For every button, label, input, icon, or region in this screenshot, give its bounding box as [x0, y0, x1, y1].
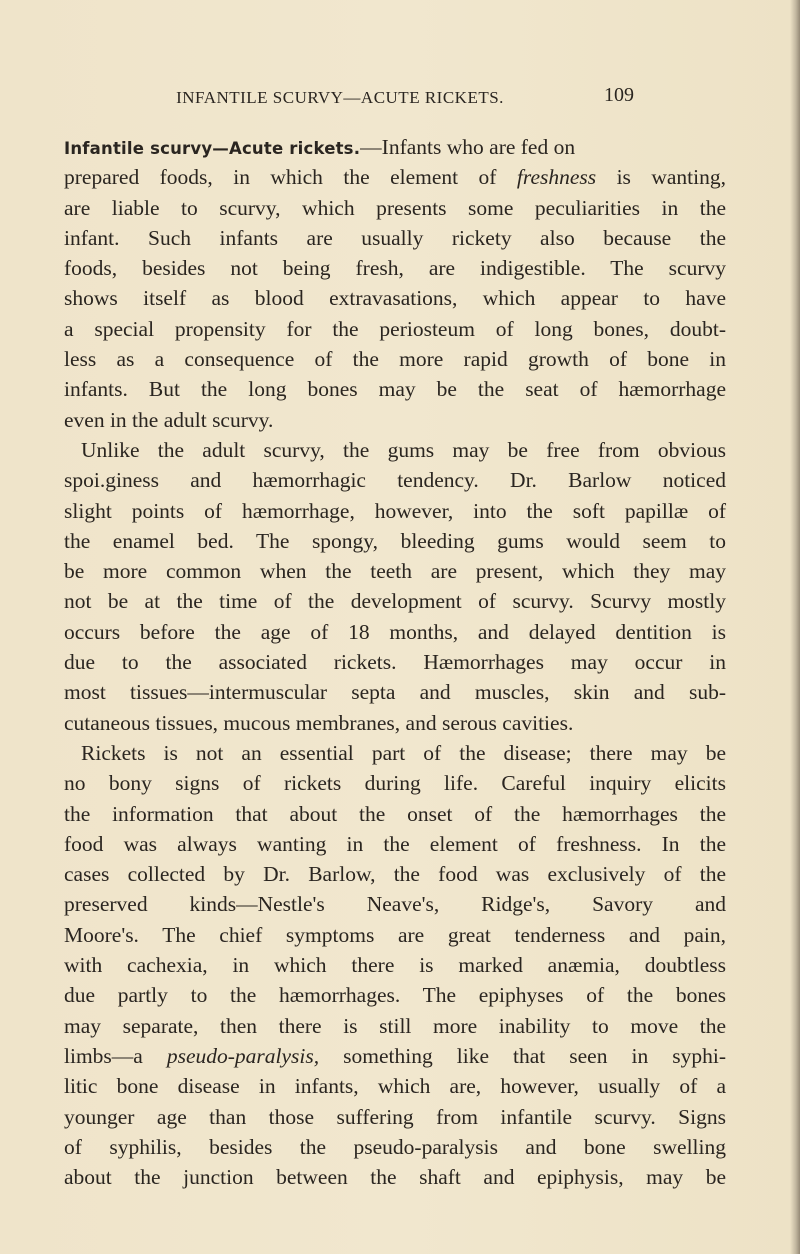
- running-head: INFANTILE SCURVY—ACUTE RICKETS.: [176, 88, 504, 107]
- text-line-14: the enamel bed. The spongy, bleeding gums would seem to: [64, 528, 726, 553]
- text-line-3: are liable to scurvy, which presents some peculiarities in the: [64, 195, 726, 220]
- section-heading: Infantile scurvy—Acute rickets.: [64, 139, 361, 158]
- text-line-11: Unlike the adult scurvy, the gums may be free from obvious: [81, 437, 726, 462]
- text-line-28: with cachexia, in which there is marked anæmia, doubtless: [64, 953, 726, 978]
- text-line-9: infants. But the long bones may be the seat of hæmorrhage: [64, 377, 726, 402]
- text-line-18: due to the associated rickets. Hæmorrhages may occur in: [64, 650, 726, 675]
- text-line-30: may separate, then there is still more inability to move the: [64, 1013, 726, 1038]
- text-line-19: most tissues—intermuscular septa and muscles, skin and sub-: [64, 680, 726, 705]
- italic-term: freshness: [516, 165, 597, 190]
- text-line-35: about the junction between the shaft and epiphysis, may be: [64, 1165, 726, 1190]
- body-text: [64, 132, 726, 1192]
- text-line-27: Moore's. The chief symptoms are great tenderness and pain,: [64, 922, 726, 947]
- text-line-24: food was always wanting in the element of freshness. In the: [64, 831, 726, 856]
- text-line-12: spoi.giness and hæmorrhagic tendency. Dr. Barlow noticed: [64, 468, 726, 493]
- page-number: 109: [604, 84, 634, 106]
- text-line-17: occurs before the age of 18 months, and delayed dentition is: [64, 619, 726, 644]
- text-line-29: due partly to the hæmorrhages. The epiphyses of the bones: [64, 983, 726, 1008]
- text-line-21: Rickets is not an essential part of the disease; there may be: [81, 740, 726, 765]
- text-line-6: shows itself as blood extravasations, which appear to have: [64, 286, 726, 311]
- text-line-22: no bony signs of rickets during life. Careful inquiry elicits: [64, 771, 726, 796]
- text-line-20: cutaneous tissues, mucous membranes, and serous cavities.: [64, 710, 574, 735]
- text-line-1: Infantile scurvy—Acute rickets.—Infants who are fed on: [64, 135, 576, 159]
- text-line-5: foods, besides not being fresh, are indigestible. The scurvy: [64, 256, 726, 281]
- text-line-15: be more common when the teeth are present, which they may: [64, 559, 726, 584]
- text-line-26: preserved kinds—Nestle's Neave's, Ridge's, Savory and: [64, 892, 726, 917]
- text-line-4: infant. Such infants are usually rickety also because the: [64, 225, 726, 250]
- page-edge-shadow: [790, 0, 800, 1254]
- text-line-31: limbs—a pseudo-paralysis, something like that seen in syphi-: [64, 1043, 726, 1068]
- text-line-34: of syphilis, besides the pseudo-paralysis and bone swelling: [64, 1134, 726, 1159]
- text-line-2: prepared foods, in which the element of freshness is wanting,: [64, 165, 726, 190]
- text-line-33: younger age than those suffering from infantile scurvy. Signs: [64, 1104, 726, 1129]
- text-line-10: even in the adult scurvy.: [64, 407, 274, 432]
- text-line-13: slight points of hæmorrhage, however, into the soft papillæ of: [64, 498, 726, 523]
- text-line-16: not be at the time of the development of scurvy. Scurvy mostly: [64, 589, 726, 614]
- text-line-25: cases collected by Dr. Barlow, the food was exclusively of the: [64, 862, 726, 887]
- text-line-8: less as a consequence of the more rapid growth of bone in: [64, 347, 726, 372]
- italic-term: pseudo-paralysis,: [166, 1043, 320, 1068]
- text-line-23: the information that about the onset of the hæmorrhages the: [64, 801, 726, 826]
- text-line-32: litic bone disease in infants, which are, however, usually of a: [64, 1074, 726, 1099]
- text-line-7: a special propensity for the periosteum of long bones, doubt-: [64, 316, 726, 341]
